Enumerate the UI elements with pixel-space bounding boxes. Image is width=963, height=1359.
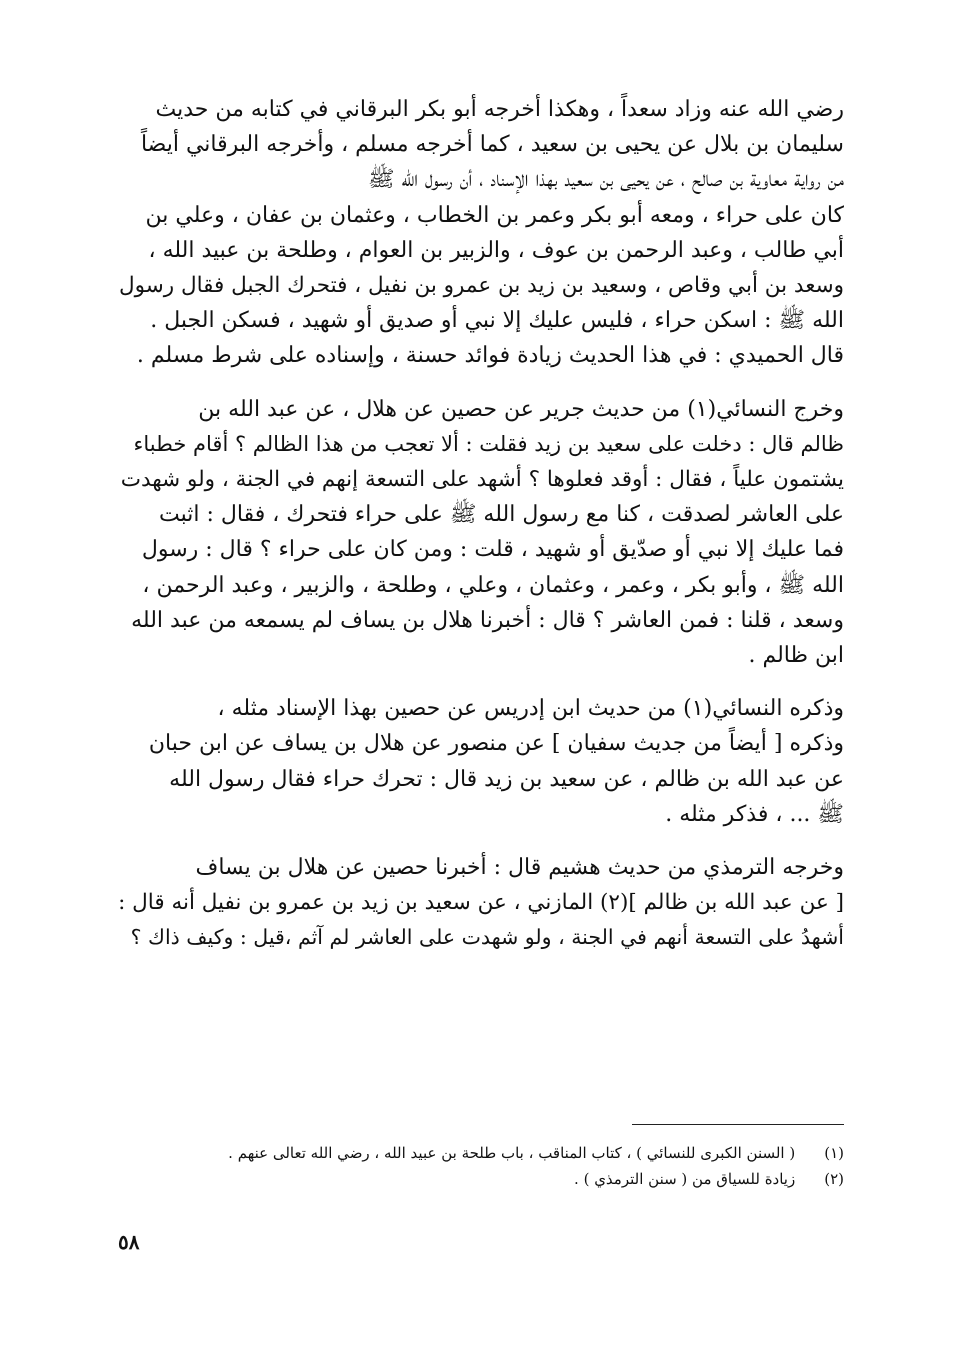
text-line: ابن ظالم . bbox=[748, 643, 844, 669]
text-line: عن عبد الله بن ظالم ، عن سعيد بن زيد قال : تحرك حراء فقال رسول الله bbox=[169, 766, 844, 792]
text-line: [ عن عبد الله بن ظالم ](٢) المازني ، عن سعيد بن زيد بن عمرو بن نفيل أنه قال : bbox=[118, 890, 844, 916]
text-line: يشتمون علياً ، فقال : أوقد فعلوها ؟ أشهد على التسعة إنهم في الجنة ، ولو شهدت bbox=[120, 467, 844, 493]
footnote-separator bbox=[632, 1124, 844, 1125]
paragraph-3 bbox=[118, 691, 844, 832]
text-line: أشهدُ على التسعة أنهم في الجنة ، ولو شهدت على العاشر لم آثم ،قيل : وكيف ذاك ؟ bbox=[130, 925, 844, 950]
text-line: الله ﷺ ، وأبو بكر ، وعمر ، وعثمان ، وعلي ، وطلحة ، والزبير ، وعبد الرحمن ، bbox=[142, 572, 844, 598]
page-body bbox=[118, 92, 844, 1292]
text-line: الله ﷺ : اسكن حراء ، فليس عليك إلا نبي أو صديق أو شهيد ، فسكن الجبل . bbox=[150, 308, 844, 334]
footnote-text: ( السنن الكبرى للنسائي ) ، كتاب المناقب ، باب طلحة بن عبيد الله ، رضي الله تعالى عنهم . bbox=[228, 1144, 796, 1162]
text-line: سليمان بن بلال عن يحيى بن سعيد ، كما أخرجه مسلم ، وأخرجه البرقاني أيضاً bbox=[140, 132, 844, 158]
footnote-text: زيادة للسياق من ( سنن الترمذي ) . bbox=[574, 1170, 796, 1188]
footnote-2 bbox=[118, 1166, 844, 1192]
paragraph-4 bbox=[118, 850, 844, 956]
text-line: وسعد بن أبي وقاص ، وسعيد بن زيد بن عمرو بن نفيل ، فتحرك الجبل فقال رسول bbox=[119, 273, 844, 299]
page-number: ٥٨ bbox=[118, 1230, 140, 1254]
paragraph-2 bbox=[118, 392, 844, 674]
text-line: وذكره النسائي(١) من حديث ابن إدريس عن حصين بهذا الإسناد مثله ، bbox=[217, 696, 844, 722]
text-line: ﷺ ... ، فذكر مثله . bbox=[665, 801, 844, 827]
footnotes bbox=[118, 1140, 844, 1192]
paragraph-1 bbox=[118, 92, 844, 374]
footnote-number: (٢) bbox=[824, 1170, 844, 1188]
text-line: وخرج النسائي(١) من حديث جرير عن حصين عن هلال ، عن عبد الله بن bbox=[198, 396, 844, 422]
text-line: أبي طالب ، وعبد الرحمن بن عوف ، والزبير بن العوام ، وطلحة بن عبيد الله ، bbox=[148, 237, 844, 263]
text-line: على العاشر لصدقت ، كنا مع رسول الله ﷺ على حراء فتحرك ، فقال : اثبت bbox=[159, 502, 844, 528]
text-line: رضي الله عنه وزاد سعداً ، وهكذا أخرجه أبو بكر البرقاني في كتابه من حديث bbox=[155, 97, 844, 122]
text-line: وذكره [ أيضاً من جديث سفيان ] عن منصور عن هلال بن يساف عن ابن حبان bbox=[148, 731, 844, 757]
text-line: من رواية معاوية بن صالح ، عن يحيى بن سعيد بهذا الإسناد ، أن رسول الله ﷺ bbox=[367, 167, 844, 193]
footnote-1 bbox=[118, 1140, 844, 1166]
footnote-number: (١) bbox=[824, 1144, 844, 1162]
text-line: وخرجه الترمذي من حديث هشيم قال : أخبرنا حصين عن هلال بن يساف bbox=[195, 855, 844, 881]
text-line: ظالم قال : دخلت على سعيد بن زيد فقلت : ألا تعجب من هذا الظالم ؟ أقام خطباء bbox=[133, 431, 844, 456]
text-line: وسعد ، قلنا : فمن العاشر ؟ قال : أخبرنا هلال بن يساف لم يسمعه من عبد الله bbox=[131, 607, 844, 633]
text-line: كان على حراء ، ومعه أبو بكر وعمر بن الخطاب ، وعثمان بن عفان ، وعلي بن bbox=[145, 202, 844, 228]
text-line: فما عليك إلا نبي أو صدّيق أو شهيد ، قلت : ومن كان على حراء ؟ قال : رسول bbox=[141, 537, 844, 563]
text-line: قال الحميدي : في هذا الحديث زيادة فوائد حسنة ، وإسناده على شرط مسلم . bbox=[136, 343, 844, 369]
